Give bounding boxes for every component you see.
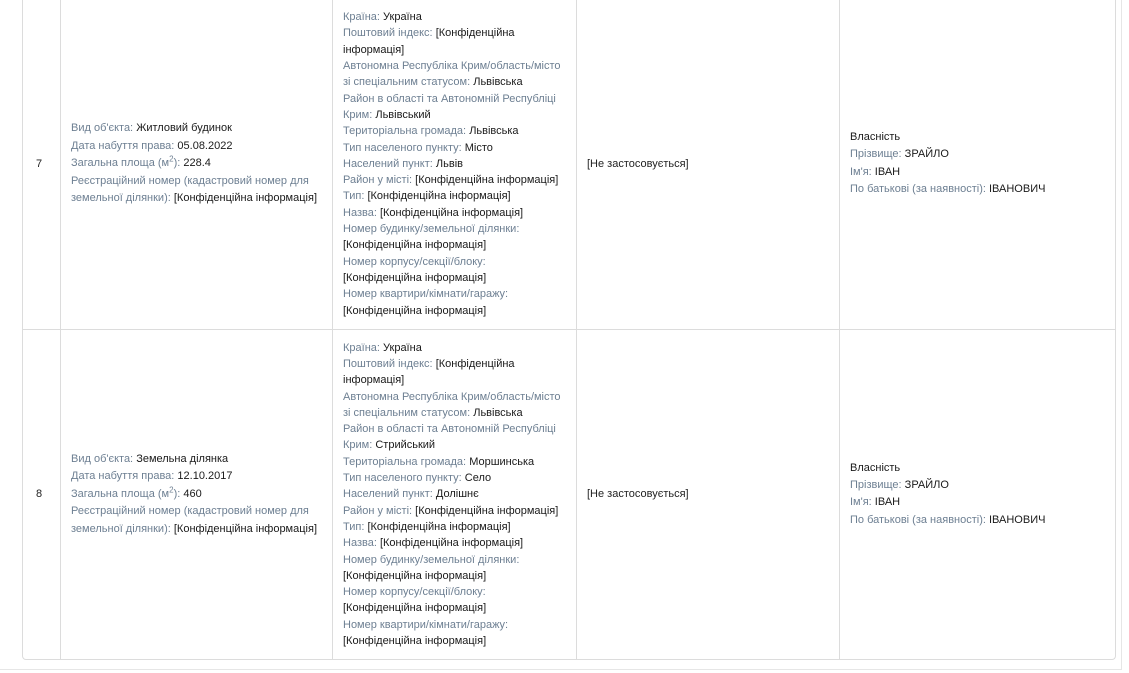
address-field: Тип: [Конфіденційна інформація] bbox=[343, 520, 511, 533]
object-info-cell bbox=[61, 330, 333, 659]
owner-patronymic: По батькові (за наявності): ІВАНОВИЧ bbox=[850, 513, 1046, 526]
registration-number: Реєстраційний номер (кадастровий номер для земельної ділянки): [Конфіденційна інформація] bbox=[71, 174, 317, 205]
row-number: 7 bbox=[23, 0, 61, 330]
address-field: Тип населеного пункту: Село bbox=[343, 472, 492, 485]
address-cell bbox=[333, 330, 577, 659]
address-field: Номер квартири/кімнати/гаражу: [Конфіденційна інформація] bbox=[343, 288, 509, 317]
owner-name: Ім'я: ІВАН bbox=[850, 496, 901, 509]
ownership-type: Власність bbox=[850, 461, 901, 474]
address-field: Автономна Республіка Крим/область/місто зі спеціальним статусом: Львівська bbox=[343, 390, 561, 419]
address-field: Населений пункт: Львів bbox=[343, 157, 463, 170]
address-field: Поштовий індекс: [Конфіденційна інформація] bbox=[343, 27, 515, 56]
row-number: 8 bbox=[23, 330, 61, 659]
object-info-cell bbox=[61, 0, 333, 330]
address-field: Район в області та Автономній Республіці Крим: Стрийський bbox=[343, 423, 556, 452]
address-field: Район у місті: [Конфіденційна інформація] bbox=[343, 174, 559, 187]
address-field: Номер будинку/земельної ділянки: [Конфіденційна інформація] bbox=[343, 553, 520, 582]
owner-cell bbox=[840, 0, 1115, 330]
address-field: Автономна Республіка Крим/область/місто зі спеціальним статусом: Львівська bbox=[343, 60, 561, 89]
address-field: Населений пункт: Долішнє bbox=[343, 488, 479, 501]
acquisition-date: Дата набуття права: 12.10.2017 bbox=[71, 470, 233, 483]
address-field: Номер квартири/кімнати/гаражу: [Конфіденційна інформація] bbox=[343, 618, 509, 648]
property-register-table bbox=[22, 0, 1116, 660]
address-field: Територіальна громада: Моршинська bbox=[343, 455, 535, 468]
registration-number: Реєстраційний номер (кадастровий номер для земельної ділянки): [Конфіденційна інформація] bbox=[71, 505, 317, 535]
address-field: Номер будинку/земельної ділянки: [Конфіденційна інформація] bbox=[343, 223, 520, 252]
acquisition-date: Дата набуття права: 05.08.2022 bbox=[71, 139, 233, 152]
owner-surname: Прізвище: ЗРАЙЛО bbox=[850, 478, 949, 491]
address-field: Тип населеного пункту: Місто bbox=[343, 141, 493, 154]
note-cell: [Не застосовується] bbox=[577, 330, 840, 659]
note-cell: [Не застосовується] bbox=[577, 0, 840, 330]
object-type: Вид об'єкта: Житловий будинок bbox=[71, 122, 232, 135]
table-row bbox=[23, 0, 1115, 330]
address-field: Територіальна громада: Львівська bbox=[343, 125, 519, 138]
address-field: Номер корпусу/секції/блоку: [Конфіденційна інформація] bbox=[343, 586, 487, 615]
owner-name: Ім'я: ІВАН bbox=[850, 165, 901, 178]
address-field: Назва: [Конфіденційна інформація] bbox=[343, 537, 524, 550]
owner-patronymic: По батькові (за наявності): ІВАНОВИЧ bbox=[850, 183, 1046, 196]
table-row bbox=[23, 330, 1115, 659]
object-type: Вид об'єкта: Земельна ділянка bbox=[71, 452, 229, 465]
address-cell bbox=[333, 0, 577, 330]
address-field: Район у місті: [Конфіденційна інформація] bbox=[343, 504, 559, 517]
owner-cell bbox=[840, 330, 1115, 659]
address-field: Поштовий індекс: [Конфіденційна інформація] bbox=[343, 357, 515, 387]
address-field: Назва: [Конфіденційна інформація] bbox=[343, 206, 524, 219]
total-area: Загальна площа $(м^2)$: 460 bbox=[71, 485, 202, 500]
ownership-type: Власність bbox=[850, 131, 901, 144]
address-field: Тип: [Конфіденційна інформація] bbox=[343, 190, 511, 203]
address-field: Країна: Україна bbox=[343, 11, 422, 24]
address-field: Номер корпусу/секції/блоку: [Конфіденційна інформація] bbox=[343, 255, 487, 284]
address-field: Район в області та Автономній Республіці Крим: Львівський bbox=[343, 92, 556, 121]
total-area: Загальна площа $(м^2)$: 228.4 bbox=[71, 154, 211, 170]
address-field: Країна: Україна bbox=[343, 341, 422, 354]
owner-surname: Прізвище: ЗРАЙЛО bbox=[850, 148, 949, 161]
